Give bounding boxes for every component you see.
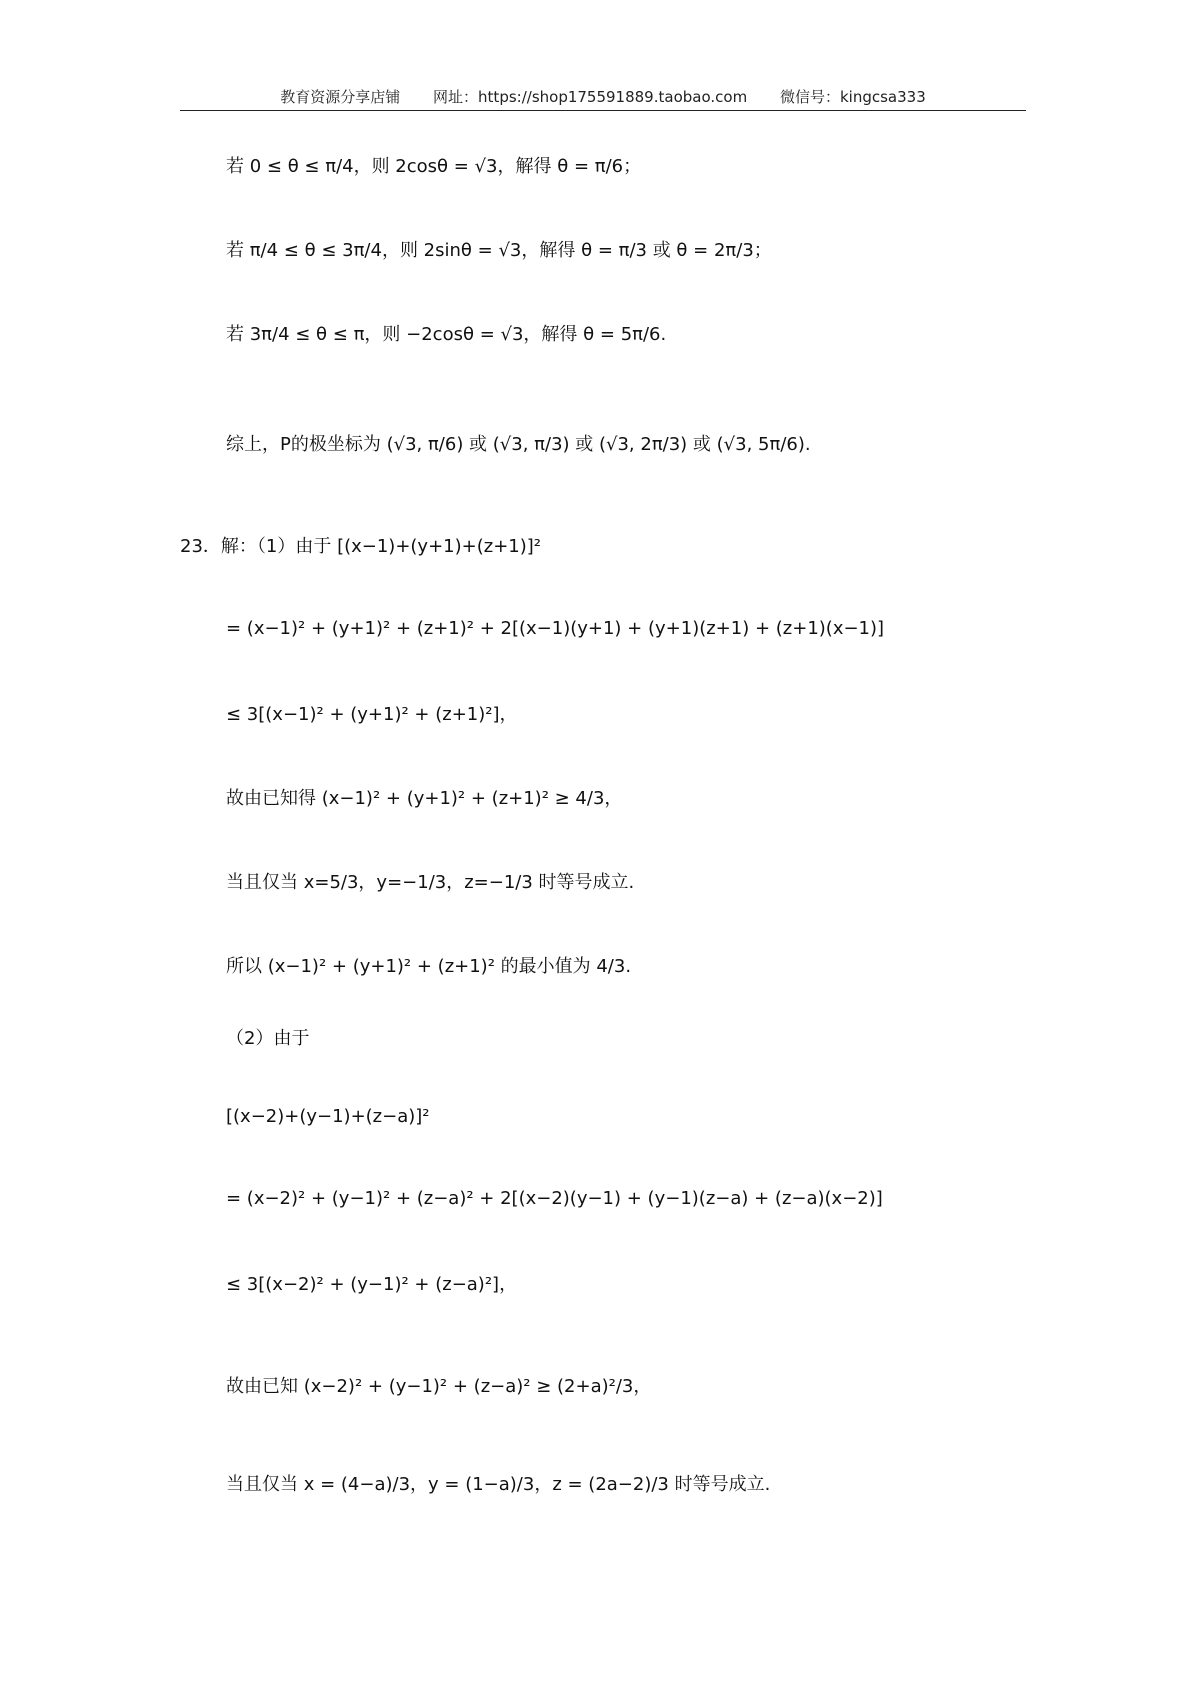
line-12-text: [(x−2)+(y−1)+(z−a)]² [226, 1106, 430, 1127]
solution-line-14 [226, 1270, 517, 1296]
solution-line-15 [226, 1372, 651, 1398]
shop-url: 网址：https://shop175591889.taobao.com [433, 88, 748, 106]
solution-line-2 [226, 236, 772, 262]
solution-line-4-conclusion [226, 430, 811, 456]
solution-line-6 [226, 618, 884, 639]
line-16-text: 当且仅当 x = (4−a)/3，y = (1−a)/3，z = (2a−2)/3 时等号成立. [226, 1474, 771, 1495]
header-rule [180, 110, 1026, 111]
part-2-heading [226, 1024, 309, 1050]
line-3-text: 若 3π/4 ≤ θ ≤ π，则 −2cosθ = √3，解得 θ = 5π/6. [226, 324, 667, 345]
solution-line-10 [226, 952, 631, 978]
wechat-id: 微信号：kingcsa333 [779, 88, 926, 106]
line-2-text: 若 π/4 ≤ θ ≤ 3π/4，则 2sinθ = √3，解得 θ = π/3 或 θ = 2π/3； [226, 240, 772, 261]
solution-line-7 [226, 700, 518, 726]
solution-line-12 [226, 1106, 430, 1127]
shop-name: 教育资源分享店铺 [280, 88, 401, 106]
solution-line-8 [226, 784, 622, 810]
solution-line-3 [226, 320, 666, 346]
solution-line-9 [226, 868, 634, 894]
line-10-text: 所以 (x−1)² + (y+1)² + (z+1)² 的最小值为 4/3. [226, 956, 632, 977]
line-1-text: 若 0 ≤ θ ≤ π/4，则 2cosθ = √3，解得 θ = π/6； [226, 156, 642, 177]
line-8-text: 故由已知得 (x−1)² + (y+1)² + (z+1)² ≥ 4/3， [226, 788, 623, 809]
page-header [180, 86, 1026, 107]
line-5-text: 23．解：（1）由于 [(x−1)+(y+1)+(z+1)]² [180, 536, 541, 557]
line-7-text: ≤ 3[(x−1)² + (y+1)² + (z+1)²]， [226, 704, 518, 725]
line-11-text: （2）由于 [226, 1028, 310, 1049]
problem-23-heading [180, 532, 541, 558]
solution-line-13 [226, 1188, 883, 1209]
line-13-text: = (x−2)² + (y−1)² + (z−a)² + 2[(x−2)(y−1) + (y−1)(z−a) + (z−a)(x−2)] [226, 1188, 883, 1209]
line-4-text: 综上，P的极坐标为 (√3, π/6) 或 (√3, π/3) 或 (√3, 2π/3) 或 (√3, 5π/6). [226, 434, 811, 455]
line-14-text: ≤ 3[(x−2)² + (y−1)² + (z−a)²]， [226, 1274, 518, 1295]
line-9-text: 当且仅当 x=5/3，y=−1/3，z=−1/3 时等号成立. [226, 872, 635, 893]
line-6-text: = (x−1)² + (y+1)² + (z+1)² + 2[(x−1)(y+1) + (y+1)(z+1) + (z+1)(x−1)] [226, 618, 885, 639]
solution-line-16 [226, 1470, 770, 1496]
line-15-text: 故由已知 (x−2)² + (y−1)² + (z−a)² ≥ (2+a)²/3， [226, 1376, 652, 1397]
solution-line-1 [226, 152, 641, 178]
